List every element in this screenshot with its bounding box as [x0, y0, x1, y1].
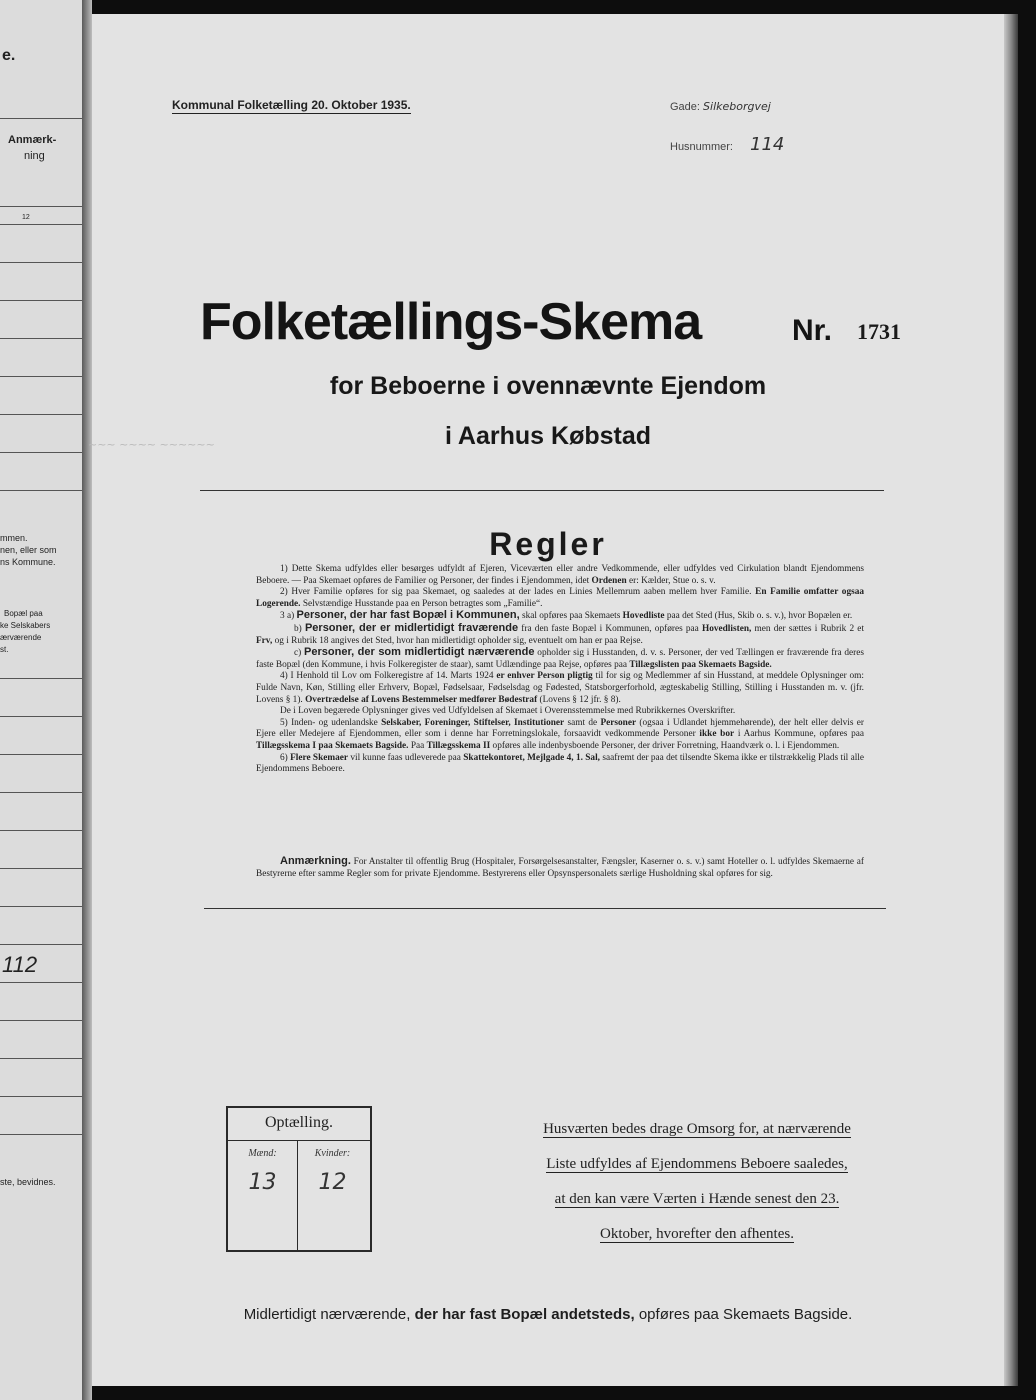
street-label: Gade:: [670, 101, 700, 113]
adjacent-page-fragment: [0, 0, 84, 1400]
remark-heading: Anmærkning.: [280, 855, 351, 867]
rules-heading: Regler: [489, 526, 607, 562]
instruction-line-3: at den kan være Værten i Hænde senest den 23.: [554, 1191, 840, 1207]
remark-paragraph: [256, 856, 864, 880]
left-fragment-2a: Bopæl paa: [4, 609, 43, 618]
census-header: Kommunal Folketælling 20. Oktober 1935.: [172, 98, 411, 112]
instruction-line-2: Liste udfyldes af Ejendommens Beboere saaledes,: [546, 1156, 848, 1172]
rule-3b: b) Personer, der er midlertidigt fraværende fra den faste Bopæl i Kommunen, opføres paa Hovedlisten, men der sættes i Rubrik 2 et Frv, og i Rubrik 18 angives det Sted, hvor han midlertidigt opholder sig, eventuelt om han er paa Rejse.: [256, 621, 865, 646]
count-box: [226, 1106, 372, 1252]
subtitle-city: i Aarhus Købstad: [444, 422, 652, 450]
left-header-fragment: e.: [2, 47, 16, 64]
count-title: Optælling.: [264, 1114, 333, 1131]
left-fragment-2b: ke Selskabers: [0, 621, 51, 630]
form-number-label: Nr.: [792, 314, 833, 347]
page-edge: [1004, 14, 1018, 1386]
rule-4-cont: De i Loven begærede Oplysninger gives ved Udfyldelsen af Skemaet i Overensstemmelse med Rubrikkernes Overskrifter.: [280, 706, 736, 717]
rule-1: 1) Dette Skema udfyldes eller besørges udfyldt af Ejeren, Viceværten eller andre Vedkommende, eller udfyldes ved Cirkulation blandt Ejendommens Beboere. — Paa Skemaet opføres de Familier og Personer, der findes i Ejendommen, idet Ordenen er: Kælder, Stue o. s. v.: [256, 564, 864, 586]
divider-top: [200, 490, 884, 491]
count-divider: [228, 1140, 370, 1141]
women-label: Kvinder:: [314, 1148, 351, 1159]
footer-note: Midlertidigt nærværende, der har fast Bopæl andetsteds, opføres paa Skemaets Bagside.: [243, 1306, 853, 1323]
remark-text: For Anstalter til offentlig Brug (Hospitaler, Forsørgelsesanstalter, Fængsler, Kaserner o. s. v.) samt Hoteller o. l. udfyldes Skemaerne af Bestyrerne efter samme Regler som for private Ejendomme. Bestyrerens eller Opsynspersonalets særlige Husholdning skal opføres for sig.: [256, 857, 865, 879]
left-col-heading-2: ning: [24, 150, 45, 162]
census-form-page: [88, 14, 1004, 1386]
instruction-line-1: Husværten bedes drage Omsorg for, at nærværende: [543, 1121, 851, 1137]
left-fragment-1b: nen, eller som: [0, 545, 57, 555]
left-fragment-2d: st.: [0, 645, 9, 654]
men-count: 13: [248, 1170, 277, 1195]
rule-5: 5) Inden- og udenlandske Selskaber, Foreninger, Stiftelser, Institutioner samt de Personer (ogsaa i Udlandet hjemmehørende), der helt eller delvis er Ejere eller Medejere af Ejendommen, eller som i denne har Forretningslokale, forsaavidt vedkommende Personer ikke bor i Aarhus Kommune, opføres paa Tillægsskema I paa Skemaets Bagside. Paa Tillægsskema II opføres alle indenbysboende Personer, der driver Forretning, Haandværk o. l. i Ejendommen.: [256, 717, 864, 751]
landlord-instruction: [522, 1112, 872, 1252]
book-spine: [82, 0, 92, 1400]
left-fragment-1c: ns Kommune.: [0, 557, 56, 567]
rule-4: 4) I Henhold til Lov om Folkeregistre af 14. Marts 1924 er enhver Person pligtig til for sig og Medlemmer af sin Husstand, at meddele Oplysninger om: Fulde Navn, Køn, Stilling eller Erhverv, Bopæl, Fødselsaar, Fødselsdag og Fødested, Statsborgerforhold, ægteskabelig Stilling, Stilling i Husstanden m. v. (jfr. Lovens § 1). Overtrædelse af Lovens Bestemmelser medfører Bødestraf (Lovens § 12 jfr. § 8).: [256, 671, 864, 705]
form-title: Folketællings-Skema: [200, 293, 702, 351]
form-number-value: 1731: [857, 319, 901, 344]
left-handwritten-number: 112: [2, 952, 38, 977]
left-fragment-1a: mmen.: [0, 533, 28, 543]
rule-2: 2) Hver Familie opføres for sig paa Skemaet, og saaledes at der lades en Linies Mellemrum aaben mellem hver Familie. En Familie omfatter ogsaa Logerende. Selvstændige Husstande paa en Person betragtes som „Familie“.: [256, 587, 865, 609]
rule-3a: 3 a) Personer, der har fast Bopæl i Kommunen, skal opføres paa Skemaets Hovedliste paa det Sted (Hus, Skib o. s. v.), hvor Bopælen er.: [280, 609, 853, 622]
rules-body: [256, 564, 864, 776]
left-col-number: 12: [22, 214, 30, 221]
house-number-field: [670, 134, 784, 155]
house-number-label: Husnummer:: [670, 141, 733, 153]
bleed-through-marks: ~~~ ~~~~ ~~~~~~: [88, 438, 215, 451]
rule-6: 6) Flere Skemaer vil kunne faas udleverede paa Skattekontoret, Mejlgade 4, 1. Sal, saafremt der paa det tilsendte Skema ikke er tilstrækkelig Plads til alle Ejendommens Beboere.: [256, 752, 865, 775]
left-col-heading-1: Anmærk-: [8, 134, 57, 146]
rule-3c: c) Personer, der som midlertidigt nærværende opholder sig i Husstanden, d. v. s. Personer, der ved Tællingen er fraværende fra deres faste Bopæl (den Kommune, i hvis Folkeregister de staar), samt Udlændinge paa Rejse, opføres paa Tillægslisten paa Skemaets Bagside.: [256, 646, 865, 670]
left-fragment-2c: ærværende: [0, 633, 42, 642]
street-field: [670, 100, 771, 113]
instruction-line-4: Oktober, hvorefter den afhentes.: [600, 1226, 794, 1242]
street-value: Silkeborgvej: [703, 100, 771, 113]
left-bottom-fragment: ste, bevidnes.: [0, 1177, 56, 1187]
men-label: Mænd:: [248, 1148, 277, 1159]
house-number-value: 114: [750, 134, 785, 155]
subtitle-residents: for Beboerne i ovennævnte Ejendom: [329, 372, 767, 400]
divider-bottom: [204, 908, 886, 909]
women-count: 12: [318, 1170, 347, 1195]
